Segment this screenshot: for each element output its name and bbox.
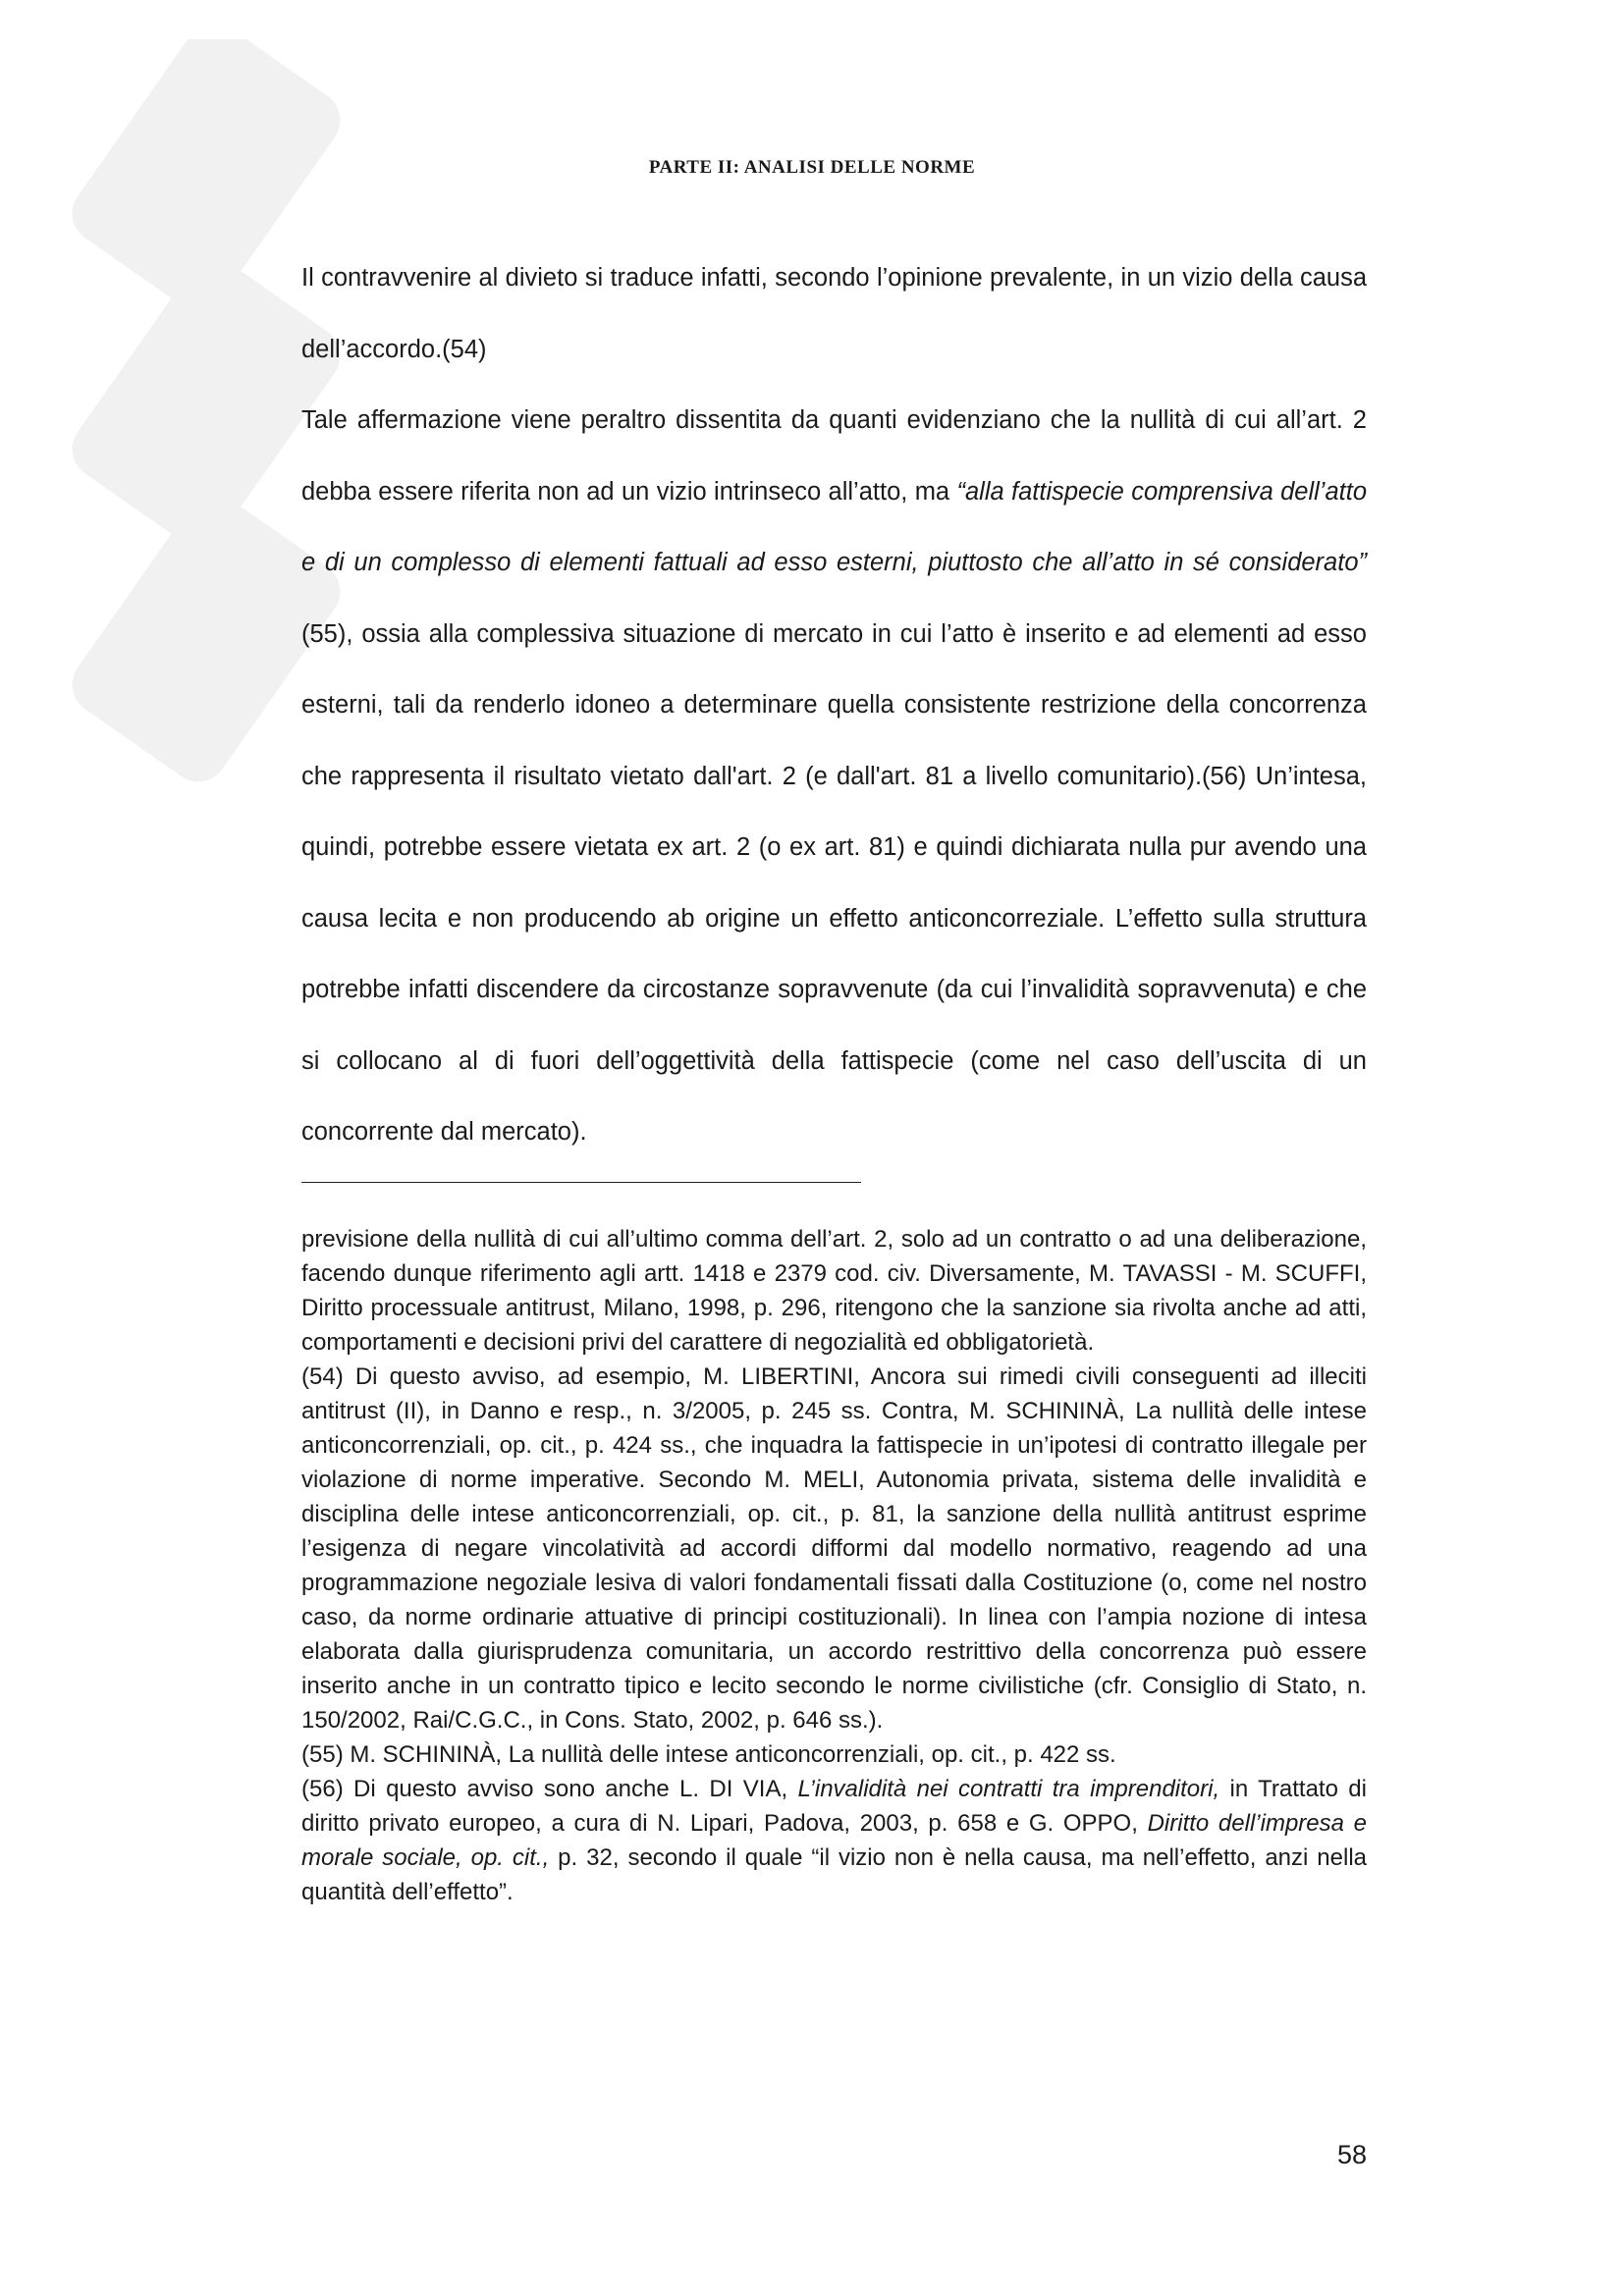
paragraph-2-text-a: Tale affermazione viene peraltro dissentita da quanti evidenziano che la nullità di cui all’art. 2 debba essere riferita non ad un vizio intrinseco all’atto, ma	[301, 406, 1367, 506]
footnote-56-text-b: in Trattato di diritto privato europeo, a cura di N. Lipari, Padova, 2003, p. 658 e G. OPPO,	[301, 1776, 1367, 1837]
footnote-56-title-1: L’invalidità nei contratti tra imprenditori,	[797, 1776, 1220, 1802]
page-header: PARTE II: ANALISI DELLE NORME	[648, 157, 976, 178]
footnote-55: (55) M. SCHININÀ, La nullità delle intese anticoncorrenziali, op. cit., p. 422 ss.	[301, 1741, 1116, 1768]
paragraph-2	[301, 385, 1367, 1168]
footnote-56-text-a: (56) Di questo avviso sono anche L. DI VIA,	[301, 1776, 798, 1802]
main-text	[301, 242, 1367, 1168]
footnote-separator	[301, 1182, 861, 1183]
paragraph-1	[301, 242, 1367, 385]
footnote-56	[301, 1772, 1367, 1909]
footnote-56-text-c: p. 32, secondo il quale “il vizio non è nella causa, ma nell’effetto, anzi nella quantità dell’effetto”.	[301, 1844, 1368, 1905]
footnote-54: (54) Di questo avviso, ad esempio, M. LIBERTINI, Ancora sui rimedi civili conseguenti ad illeciti antitrust (II), in Danno e resp., n. 3/2005, p. 245 ss. Contra, M. SCHININÀ, La nullità delle intese anticoncorrenziali, op. cit., p. 424 ss., che inquadra la fattispecie in un’ipotesi di contratto illegale per violazione di norme imperative. Secondo M. MELI, Autonomia privata, sistema delle invalidità e disciplina delle intese anticoncorrenziali, op. cit., p. 81, la sanzione della nullità antitrust esprime l’esigenza di negare vincolatività ad accordi difformi dal modello normativo, reagendo ad una programmazione negoziale lesiva di valori fondamentali fissati dalla Costituzione (o, come nel nostro caso, da norme ordinarie attuative di principi costituzionali). In linea con l’ampia nozione di intesa elaborata dalla giurisprudenza comunitaria, un accordo restrittivo della concorrenza può essere inserito anche in un contratto tipico e lecito secondo le norme civilistiche (cfr. Consiglio di Stato, n. 150/2002, Rai/C.G.C., in Cons. Stato, 2002, p. 646 ss.).	[301, 1363, 1367, 1734]
paragraph-1-text: Il contravvenire al divieto si traduce infatti, secondo l’opinione prevalente, in un vizio della causa dell’accordo.(54)	[301, 264, 1367, 363]
page-number: 58	[1336, 2140, 1367, 2169]
footnote-56-title-2: Diritto dell’impresa e morale sociale, op. cit.,	[301, 1810, 1367, 1871]
footnotes	[301, 1222, 1367, 1909]
paragraph-2-text-b: (55), ossia alla complessiva situazione di mercato in cui l’atto è inserito e ad elementi ad esso esterni, tali da renderlo idoneo a determinare quella consistente restrizione della concorrenza che rappresenta il risultato vietato dall'art. 2 (e dall'art. 81 a livello comunitario).(56) Un’intesa, quindi, potrebbe essere vietata ex art. 2 (o ex art. 81) e quindi dichiarata nulla pur avendo una causa lecita e non producendo ab origine un effetto anticoncorreziale. L’effetto sulla struttura potrebbe infatti discendere da circostanze sopravvenute (da cui l’invalidità sopravvenuta) e che si collocano al di fuori dell’oggettività della fattispecie (come nel caso dell’uscita di un concorrente dal mercato).	[301, 619, 1367, 1146]
quotation: “alla fattispecie comprensiva dell’atto e di un complesso di elementi fattuali ad esso esterni, piuttosto che all’atto in sé considerato”	[301, 477, 1367, 576]
footnote-continuation: previsione della nullità di cui all’ultimo comma dell’art. 2, solo ad un contratto o ad una deliberazione, facendo dunque riferimento agli artt. 1418 e 2379 cod. civ. Diversamente, M. TAVASSI - M. SCUFFI, Diritto processuale antitrust, Milano, 1998, p. 296, ritengono che la sanzione sia rivolta anche ad atti, comportamenti e decisioni privi del carattere di negozialità ed obbligatorietà.	[301, 1226, 1367, 1356]
